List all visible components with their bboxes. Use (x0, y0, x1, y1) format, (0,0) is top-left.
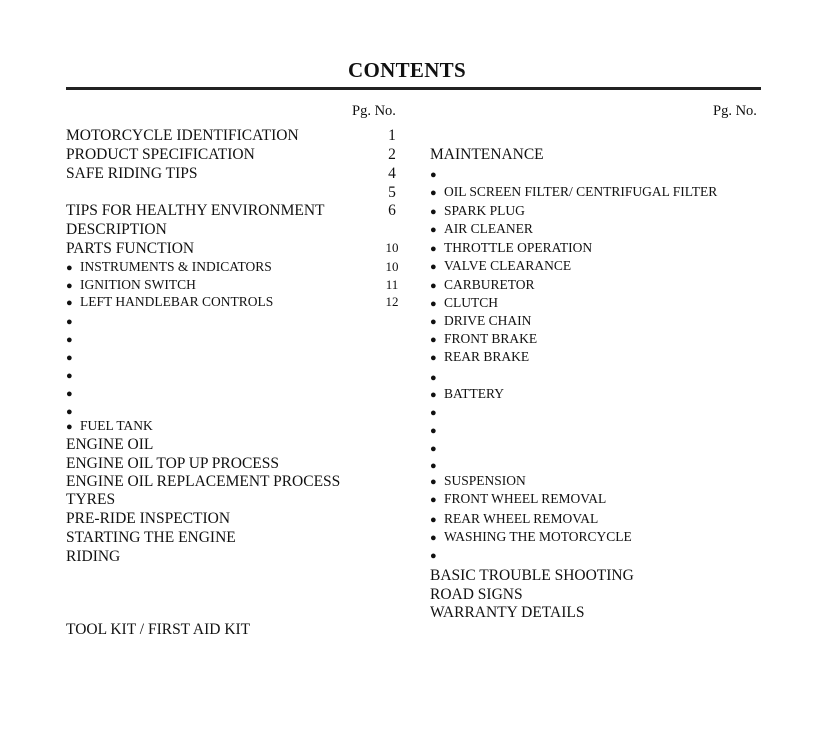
right_column-entry (430, 313, 770, 329)
entry-label: FUEL TANK (80, 418, 153, 433)
right_column-entry (430, 529, 770, 545)
entry-label: FRONT BRAKE (444, 331, 538, 346)
entry-label: BATTERY (444, 386, 505, 401)
entry-page-number: 10 (385, 259, 399, 274)
bullet-icon: ● (430, 372, 437, 384)
right_column-entry (430, 184, 770, 200)
entry-label: REAR BRAKE (444, 349, 530, 364)
bullet-icon: ● (430, 443, 437, 455)
left_column-entry (66, 127, 406, 145)
right_column-entry (430, 166, 770, 182)
bullet-icon: ● (66, 280, 73, 292)
entry-label: WASHING THE MOTORCYCLE (444, 529, 632, 544)
entry-label: PRE-RIDE INSPECTION (66, 510, 231, 527)
bullet-icon: ● (430, 261, 437, 273)
right_column-entry (430, 295, 770, 311)
title-divider (66, 87, 761, 90)
right_column-entry (430, 567, 770, 585)
entry-label: SPARK PLUG (444, 203, 525, 218)
right_column-entry (430, 491, 770, 507)
left_column-entry (66, 491, 406, 509)
left_column-entry (66, 473, 406, 491)
left_column-entry (66, 367, 406, 383)
bullet-icon: ● (430, 476, 437, 488)
right_column-entry (430, 386, 770, 402)
entry-label: MAINTENANCE (430, 146, 544, 163)
right_column-entry (430, 203, 770, 219)
bullet-icon: ● (430, 460, 437, 472)
right_column-entry (430, 369, 770, 385)
left_column-entry (66, 455, 406, 473)
right_column-entry (430, 422, 770, 438)
entry-page-number: 5 (388, 184, 396, 201)
entry-label: TIPS FOR HEALTHY ENVIRONMENT (66, 202, 325, 219)
left_column-entry (66, 529, 406, 547)
bullet-icon: ● (430, 298, 437, 310)
left_column-entry (66, 146, 406, 164)
left_column-entry (66, 548, 406, 566)
left_column-entry (66, 436, 406, 454)
entry-label: SAFE RIDING TIPS (66, 165, 198, 182)
bullet-icon: ● (430, 280, 437, 292)
left_column-entry (66, 621, 406, 639)
page-number-header-right: Pg. No. (713, 103, 757, 119)
bullet-icon: ● (430, 352, 437, 364)
entry-label: FRONT WHEEL REMOVAL (444, 491, 607, 506)
entry-label: ENGINE OIL (66, 436, 154, 453)
entry-page-number: 11 (385, 277, 399, 292)
bullet-icon: ● (66, 352, 73, 364)
entry-label: IGNITION SWITCH (80, 277, 196, 292)
right_column-entry (430, 586, 770, 604)
right_column-entry (430, 473, 770, 489)
right_column-entry (430, 258, 770, 274)
entry-label: PARTS FUNCTION (66, 240, 195, 257)
left_column-entry (66, 221, 406, 239)
left_column-entry (66, 277, 406, 293)
bullet-icon: ● (66, 370, 73, 382)
bullet-icon: ● (430, 550, 437, 562)
right_column-entry (430, 604, 770, 622)
entry-label: VALVE CLEARANCE (444, 258, 572, 273)
entry-label: TYRES (66, 491, 116, 508)
entry-page-number: 4 (388, 165, 396, 182)
entry-label: SUSPENSION (444, 473, 526, 488)
bullet-icon: ● (430, 494, 437, 506)
bullet-icon: ● (430, 316, 437, 328)
left_column-entry (66, 240, 406, 258)
entry-label: MOTORCYCLE IDENTIFICATION (66, 127, 299, 144)
entry-label: REAR WHEEL REMOVAL (444, 511, 599, 526)
bullet-icon: ● (430, 206, 437, 218)
bullet-icon: ● (66, 406, 73, 418)
bullet-icon: ● (66, 421, 73, 433)
left_column-entry (66, 165, 406, 183)
entry-label: OIL SCREEN FILTER/ CENTRIFUGAL FILTER (444, 184, 718, 199)
bullet-icon: ● (430, 389, 437, 401)
right_column-entry (430, 457, 770, 473)
entry-label: BASIC TROUBLE SHOOTING (430, 567, 634, 584)
bullet-icon: ● (66, 262, 73, 274)
right_column-entry (430, 511, 770, 527)
left_column-entry (66, 331, 406, 347)
right_column-entry (430, 404, 770, 420)
entry-label: CLUTCH (444, 295, 498, 310)
entry-label: INSTRUMENTS & INDICATORS (80, 259, 272, 274)
left_column-entry (66, 294, 406, 310)
bullet-icon: ● (430, 169, 437, 181)
left_column-entry (66, 202, 406, 220)
bullet-icon: ● (430, 514, 437, 526)
entry-label: THROTTLE OPERATION (444, 240, 593, 255)
right_column-entry (430, 221, 770, 237)
entry-label: LEFT HANDLEBAR CONTROLS (80, 294, 274, 309)
entry-label: AIR CLEANER (444, 221, 533, 236)
bullet-icon: ● (430, 407, 437, 419)
bullet-icon: ● (430, 224, 437, 236)
left_column-entry (66, 259, 406, 275)
entry-page-number: 2 (388, 146, 396, 163)
entry-page-number: 12 (385, 294, 399, 309)
entry-label: ENGINE OIL TOP UP PROCESS (66, 455, 280, 472)
entry-label: ENGINE OIL REPLACEMENT PROCESS (66, 473, 341, 490)
right_column-entry (430, 146, 770, 164)
entry-page-number: 10 (385, 240, 399, 255)
bullet-icon: ● (430, 187, 437, 199)
entry-label: TOOL KIT / FIRST AID KIT (66, 621, 251, 638)
left_column-entry (66, 510, 406, 528)
entry-label: RIDING (66, 548, 121, 565)
right_column-entry (430, 331, 770, 347)
bullet-icon: ● (66, 388, 73, 400)
right_column-entry (430, 240, 770, 256)
right_column-entry (430, 440, 770, 456)
bullet-icon: ● (66, 334, 73, 346)
page-title: CONTENTS (348, 58, 466, 82)
entry-label: DESCRIPTION (66, 221, 167, 238)
left_column-entry (66, 385, 406, 401)
entry-label: CARBURETOR (444, 277, 535, 292)
left_column-entry (66, 313, 406, 329)
right_column-entry (430, 277, 770, 293)
left_column-entry (66, 349, 406, 365)
entry-label: DRIVE CHAIN (444, 313, 532, 328)
entry-label: STARTING THE ENGINE (66, 529, 236, 546)
bullet-icon: ● (66, 316, 73, 328)
entry-label: PRODUCT SPECIFICATION (66, 146, 255, 163)
bullet-icon: ● (66, 297, 73, 309)
bullet-icon: ● (430, 243, 437, 255)
entry-label: ROAD SIGNS (430, 586, 523, 603)
bullet-icon: ● (430, 334, 437, 346)
entry-page-number: 1 (388, 127, 396, 144)
entry-page-number: 6 (388, 202, 396, 219)
left_column-entry (66, 418, 406, 434)
right_column-entry (430, 547, 770, 563)
bullet-icon: ● (430, 425, 437, 437)
right_column-entry (430, 349, 770, 365)
bullet-icon: ● (430, 532, 437, 544)
entry-label: WARRANTY DETAILS (430, 604, 585, 621)
page-number-header-left: Pg. No. (352, 103, 396, 119)
left_column-entry (66, 403, 406, 419)
